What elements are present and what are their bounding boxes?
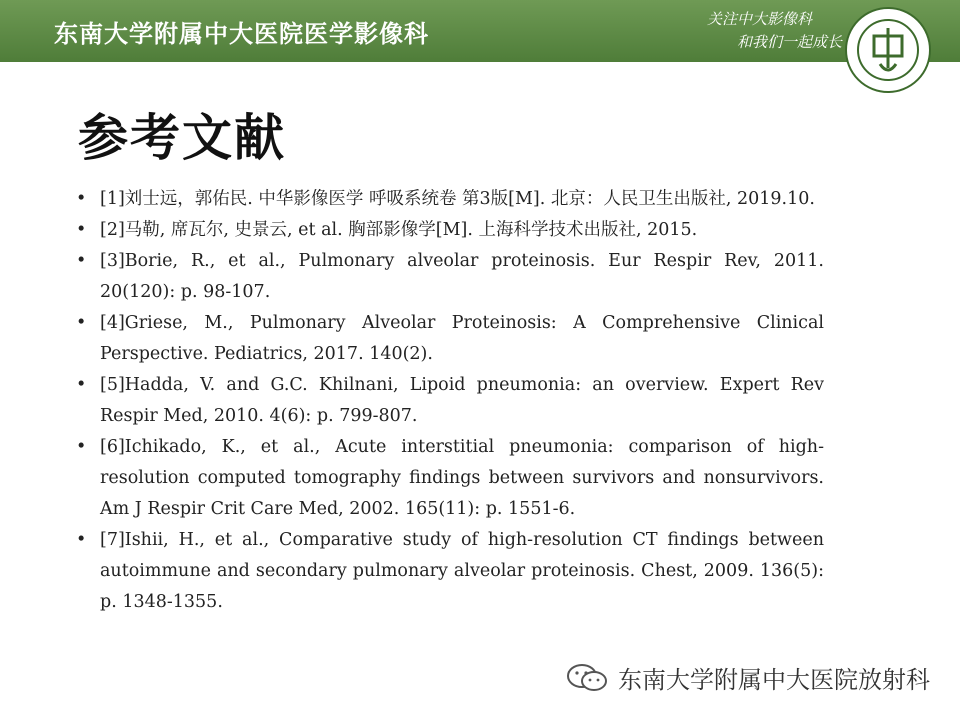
slogan-line-1: 关注中大影像科 bbox=[706, 10, 812, 28]
reference-item bbox=[72, 184, 824, 215]
reference-text: [4]Griese, M., Pulmonary Alveolar Proteinosis: A Comprehensive Clinical Perspective. Pediatrics, 2017. 140(2). bbox=[100, 313, 824, 364]
bullet-icon: • bbox=[76, 530, 87, 550]
reference-item bbox=[72, 432, 824, 525]
reference-item bbox=[72, 525, 824, 618]
footer-text: 东南大学附属中大医院放射科 bbox=[618, 666, 930, 694]
footer-watermark bbox=[566, 660, 930, 695]
reference-text: [2]马勒, 席瓦尔, 史景云, et al. 胸部影像学[M]. 上海科学技术出版社, 2015. bbox=[100, 220, 698, 240]
bullet-icon: • bbox=[76, 375, 87, 395]
bullet-icon: • bbox=[76, 189, 87, 209]
reference-text: [5]Hadda, V. and G.C. Khilnani, Lipoid pneumonia: an overview. Expert Rev Respir Med, 2010. 4(6): p. 799-807. bbox=[100, 375, 824, 426]
bullet-icon: • bbox=[76, 437, 87, 457]
reference-text: [6]Ichikado, K., et al., Acute interstitial pneumonia: comparison of high-resolution computed tomography findings between survivors and nonsurvivors. Am J Respir Crit Care Med, 2002. 165(11): p. 1551-6. bbox=[100, 437, 824, 519]
hospital-logo bbox=[844, 6, 932, 94]
wechat-icon bbox=[566, 662, 610, 694]
reference-item bbox=[72, 215, 824, 246]
reference-item bbox=[72, 370, 824, 432]
reference-item bbox=[72, 246, 824, 308]
reference-text: [7]Ishii, H., et al., Comparative study of high-resolution CT findings between autoimmune and secondary pulmonary alveolar proteinosis. Chest, 2009. 136(5): p. 1348-1355. bbox=[100, 530, 824, 612]
header-slogan bbox=[707, 8, 842, 54]
header-title: 东南大学附属中大医院医学影像科 bbox=[54, 20, 429, 48]
bullet-icon: • bbox=[76, 313, 87, 333]
reference-item bbox=[72, 308, 824, 370]
reference-text: [3]Borie, R., et al., Pulmonary alveolar proteinosis. Eur Respir Rev, 2011. 20(120): p. 98-107. bbox=[100, 251, 824, 302]
slogan-line-2: 和我们一起成长 bbox=[736, 33, 842, 51]
page-title: 参考文献 bbox=[78, 109, 286, 167]
header-bar bbox=[0, 0, 960, 62]
bullet-icon: • bbox=[76, 251, 87, 271]
bullet-icon: • bbox=[76, 220, 87, 240]
reference-list bbox=[72, 184, 824, 618]
reference-text: [1]刘士远，郭佑民. 中华影像医学 呼吸系统卷 第3版[M]. 北京：人民卫生出版社, 2019.10. bbox=[100, 189, 815, 209]
